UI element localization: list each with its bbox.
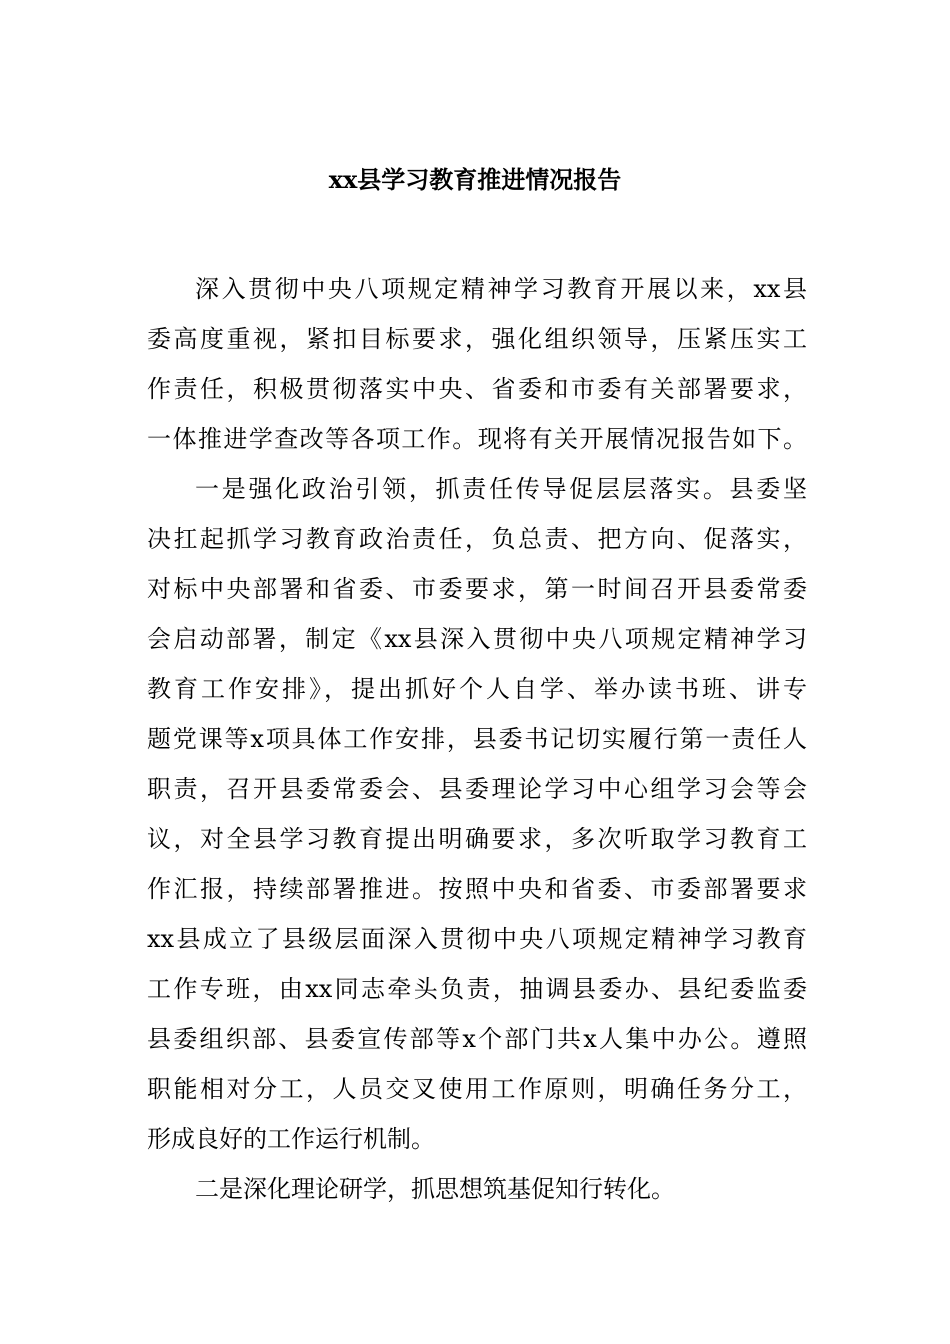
text-line: 一是强化政治引领，抓责任传导促层层落实。县委坚 [195,475,807,503]
text-line: 形成良好的工作运行机制。 [147,1125,435,1153]
text-line: 决扛起抓学习教育政治责任，负总责、把方向、促落实， [147,525,807,553]
text-line: 一体推进学查改等各项工作。现将有关开展情况报告如下。 [147,425,807,453]
text-line: 议，对全县学习教育提出明确要求，多次听取学习教育工 [147,825,807,853]
text-line: xx县成立了县级层面深入贯彻中央八项规定精神学习教育 [147,925,807,953]
text-line: 县委组织部、县委宣传部等x个部门共x人集中办公。遵照 [147,1025,807,1053]
text-line: 教育工作安排》，提出抓好个人自学、举办读书班、讲专 [147,675,807,703]
text-line: 会启动部署，制定《xx县深入贯彻中央八项规定精神学习 [147,625,807,653]
text-line: 题党课等x项具体工作安排，县委书记切实履行第一责任人 [147,725,807,753]
text-line: 作责任，积极贯彻落实中央、省委和市委有关部署要求， [147,375,807,403]
text-line: 二是深化理论研学，抓思想筑基促知行转化。 [195,1175,675,1203]
text-line: 深入贯彻中央八项规定精神学习教育开展以来，xx县 [195,275,807,303]
text-line: 作汇报，持续部署推进。按照中央和省委、市委部署要求 [147,875,807,903]
text-line: 对标中央部署和省委、市委要求，第一时间召开县委常委 [147,575,807,603]
text-line: 工作专班，由xx同志牵头负责，抽调县委办、县纪委监委 [147,975,807,1003]
text-line: 委高度重视，紧扣目标要求，强化组织领导，压紧压实工 [147,325,807,353]
document-title: xx县学习教育推进情况报告 [328,165,622,194]
text-line: 职能相对分工，人员交叉使用工作原则，明确任务分工， [147,1075,807,1103]
text-line: 职责，召开县委常委会、县委理论学习中心组学习会等会 [147,775,807,803]
